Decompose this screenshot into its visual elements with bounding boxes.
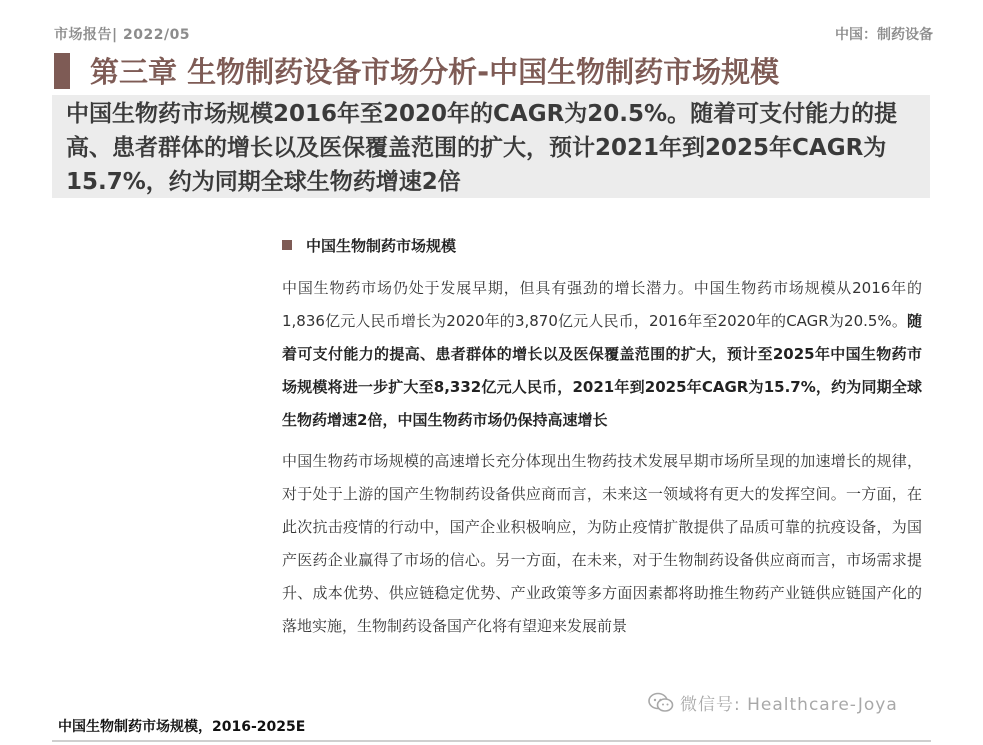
paragraph-1-highlight: 随着可支付能力的提高、患者群体的增长以及医保覆盖范围的扩大，预计至2025年中国生物药市场规模将进一步扩大至8,332亿元人民币，2021年到2025年CAGR为15.7%，约为同期全球生物药增速2倍，中国生物药市场仍保持高速增长 xyxy=(282,312,922,429)
watermark-text: 微信号: Healthcare-Joya xyxy=(680,695,898,715)
chapter-accent-bar xyxy=(54,53,70,89)
paragraph-2: 中国生物药市场规模的高速增长充分体现出生物药技术发展早期市场所呈现的加速增长的规律，对于处于上游的国产生物制药设备供应商而言，未来这一领域将有更大的发挥空间。一方面，在此次抗击疫情的行动中，国产企业积极响应，为防止疫情扩散提供了品质可靠的抗疫设备，为国产医药企业赢得了市场的信心。另一方面，在未来，对于生物制药设备供应商而言，市场需求提升、成本优势、供应链稳定优势、产业政策等多方面因素都将助推生物药产业链供应链国产化的落地实施，生物制药设备国产化将有望迎来发展前景 xyxy=(282,452,922,635)
figure-title: 中国生物制药市场规模，2016-2025E xyxy=(58,719,306,735)
chapter-title: 第三章 生物制药设备市场分析-中国生物制药市场规模 xyxy=(90,55,780,89)
section-header xyxy=(282,232,922,258)
summary-box xyxy=(52,95,930,198)
wechat-icon xyxy=(648,692,674,714)
section-title: 中国生物制药市场规模 xyxy=(306,236,457,255)
report-header-category: 中国：制药设备 xyxy=(835,27,933,43)
section-market-size xyxy=(282,232,922,643)
report-header-date: 市场报告| 2022/05 xyxy=(54,27,191,43)
footer-divider xyxy=(52,740,931,742)
paragraph-1-text: 中国生物药市场仍处于发展早期，但具有强劲的增长潜力。中国生物药市场规模从2016年的1,836亿元人民币增长为2020年的3,870亿元人民币，2016年至2020年的CAGR为20.5%。 xyxy=(282,279,922,330)
paragraph-1 xyxy=(282,272,922,437)
bullet-square-icon xyxy=(282,240,292,250)
summary-text: 中国生物药市场规模2016年至2020年的CAGR为20.5%。随着可支付能力的提高、患者群体的增长以及医保覆盖范围的扩大，预计2021年到2025年CAGR为15.7%，约为同期全球生物药增速2倍 xyxy=(66,101,898,195)
watermark xyxy=(648,690,898,715)
